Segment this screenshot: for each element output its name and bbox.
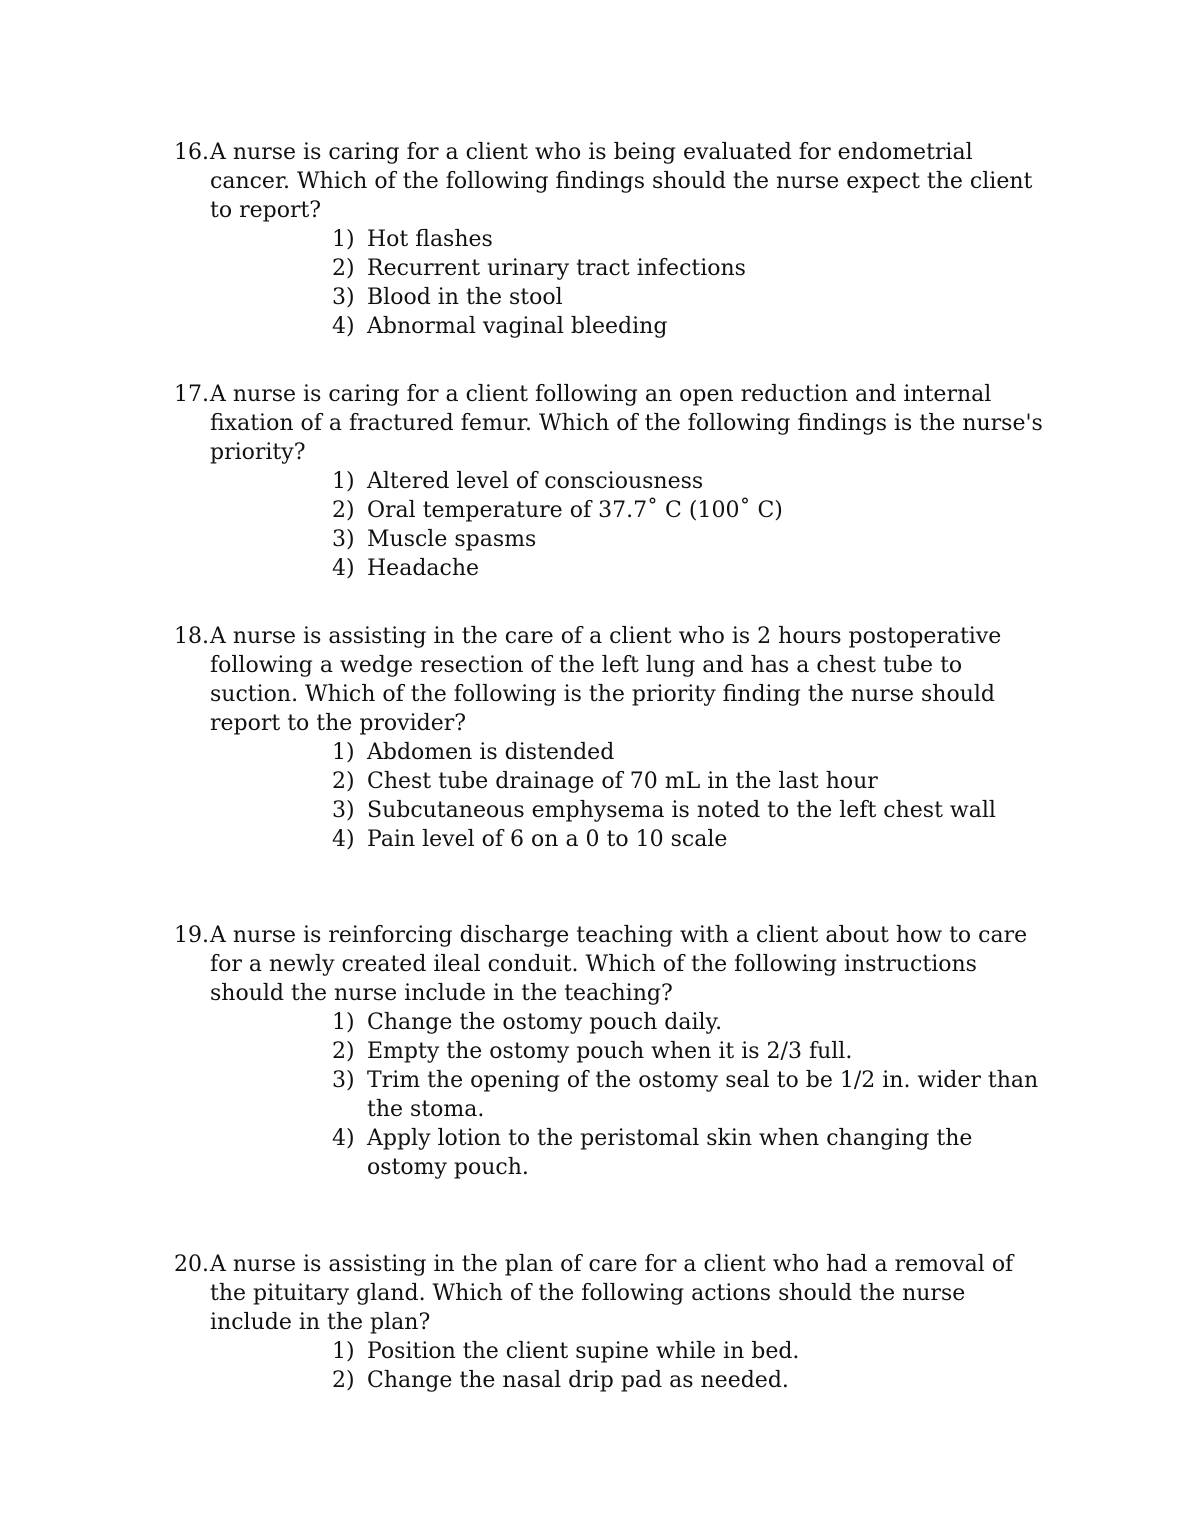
answer-options <box>174 467 1054 583</box>
question-stem <box>174 380 1054 467</box>
question-number: 20. <box>174 1252 209 1277</box>
question-17 <box>174 380 1054 583</box>
question-text: A nurse is caring for a client following an open reduction and internal fixation of a fractured femur. Which of the following findings is the nurse's priority? <box>210 382 1043 465</box>
option-text: Subcutaneous emphysema is noted to the left chest wall <box>367 798 996 823</box>
option-number: 3) <box>332 527 355 552</box>
answer-options <box>174 1337 1054 1395</box>
question-text: A nurse is assisting in the care of a client who is 2 hours postoperative following a wedge resection of the left lung and has a chest tube to suction. Which of the following is the priority finding the nurse should report to the provider? <box>210 624 1002 736</box>
option-number: 3) <box>332 1068 355 1093</box>
option-text: Change the ostomy pouch daily. <box>367 1010 723 1035</box>
option-number: 4) <box>332 827 355 852</box>
question-stem <box>174 921 1054 1008</box>
question-number: 16. <box>174 140 209 165</box>
option-number: 4) <box>332 314 355 339</box>
option-number: 1) <box>332 469 355 494</box>
answer-option <box>332 825 1042 854</box>
answer-option <box>332 254 1042 283</box>
question-number: 18. <box>174 624 209 649</box>
answer-option <box>332 1337 1042 1366</box>
answer-option <box>332 1124 1042 1182</box>
question-stem <box>174 138 1054 225</box>
answer-option <box>332 1066 1042 1124</box>
option-number: 2) <box>332 1368 355 1393</box>
option-text: Blood in the stool <box>367 285 563 310</box>
answer-option <box>332 312 1042 341</box>
question-text: A nurse is caring for a client who is being evaluated for endometrial cancer. Which of the following findings should the nurse expect the client to report? <box>210 140 1033 223</box>
answer-option <box>332 283 1042 312</box>
answer-option <box>332 525 1042 554</box>
option-text: Altered level of consciousness <box>367 469 704 494</box>
option-number: 4) <box>332 556 355 581</box>
answer-option <box>332 496 1042 525</box>
answer-options <box>174 1008 1054 1182</box>
option-text: Change the nasal drip pad as needed. <box>367 1368 789 1393</box>
option-text: Recurrent urinary tract infections <box>367 256 746 281</box>
option-number: 3) <box>332 798 355 823</box>
option-number: 1) <box>332 227 355 252</box>
option-text: Oral temperature of 37.7˚ C (100˚ C) <box>367 498 783 523</box>
answer-option <box>332 738 1042 767</box>
option-text: Trim the opening of the ostomy seal to be 1/2 in. wider than the stoma. <box>367 1068 1039 1122</box>
answer-option <box>332 554 1042 583</box>
option-text: Chest tube drainage of 70 mL in the last hour <box>367 769 878 794</box>
answer-option <box>332 796 1042 825</box>
question-number: 17. <box>174 382 209 407</box>
option-text: Apply lotion to the peristomal skin when changing the ostomy pouch. <box>367 1126 973 1180</box>
question-text: A nurse is assisting in the plan of care for a client who had a removal of the pituitary gland. Which of the following actions should the nurse include in the plan? <box>210 1252 1014 1335</box>
question-20 <box>174 1250 1054 1395</box>
option-text: Position the client supine while in bed. <box>367 1339 800 1364</box>
answer-options <box>174 225 1054 341</box>
answer-option <box>332 1037 1042 1066</box>
option-text: Headache <box>367 556 480 581</box>
option-text: Hot flashes <box>367 227 493 252</box>
answer-option <box>332 225 1042 254</box>
answer-options <box>174 738 1054 854</box>
option-text: Pain level of 6 on a 0 to 10 scale <box>367 827 728 852</box>
option-number: 1) <box>332 740 355 765</box>
question-18 <box>174 622 1054 854</box>
question-text: A nurse is reinforcing discharge teaching with a client about how to care for a newly created ileal conduit. Which of the following instructions should the nurse include in the teaching? <box>210 923 1028 1006</box>
question-stem <box>174 622 1054 738</box>
option-text: Abdomen is distended <box>367 740 615 765</box>
answer-option <box>332 1008 1042 1037</box>
question-stem <box>174 1250 1054 1337</box>
option-number: 2) <box>332 769 355 794</box>
option-text: Abnormal vaginal bleeding <box>367 314 668 339</box>
option-number: 2) <box>332 1039 355 1064</box>
option-number: 1) <box>332 1010 355 1035</box>
option-text: Empty the ostomy pouch when it is 2/3 full. <box>367 1039 853 1064</box>
question-16 <box>174 138 1054 341</box>
answer-option <box>332 767 1042 796</box>
answer-option <box>332 1366 1042 1395</box>
option-number: 2) <box>332 256 355 281</box>
question-number: 19. <box>174 923 209 948</box>
question-19 <box>174 921 1054 1182</box>
option-number: 4) <box>332 1126 355 1151</box>
answer-option <box>332 467 1042 496</box>
option-number: 2) <box>332 498 355 523</box>
option-number: 1) <box>332 1339 355 1364</box>
option-number: 3) <box>332 285 355 310</box>
option-text: Muscle spasms <box>367 527 537 552</box>
